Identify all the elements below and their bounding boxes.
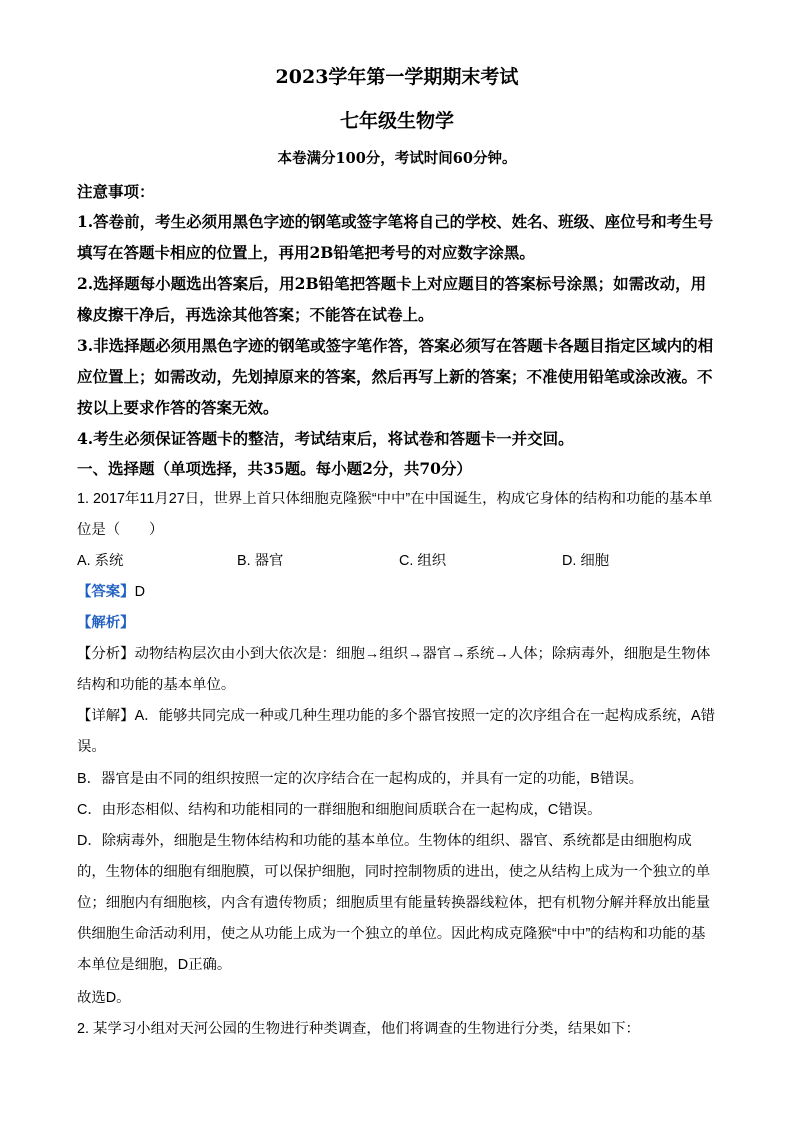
xiangjie-paragraph-d: D．除病毒外，细胞是生物体结构和功能的基本单位。生物体的组织、器官、系统都是由细胞构成的，生物体的细胞有细胞膜，可以保护细胞，同时控制物质的进出，使之从结构上成为一个独立的单位；细胞内有细胞核，内含有遗传物质；细胞质里有能量转换器线粒体，把有机物分解并释放出能量供细胞生命活动利用，使之从功能上成为一个独立的单位。因此构成克隆猴“中中”的结构和功能的基本单位是细胞，D正确。 — [77, 833, 711, 973]
analysis-line — [77, 608, 717, 639]
notice-item-1: 1.答卷前，考生必须用黑色字迹的钢笔或签字笔将自己的学校、姓名、班级、座位号和考生号填写在答题卡相应的位置上，再用2B铅笔把考号的对应数字涂黑。 — [77, 212, 714, 262]
answer-tag: 【答案】 — [77, 584, 135, 600]
section-heading: 一、选择题（单项选择，共35题。每小题2分，共70分） — [77, 459, 472, 478]
notice-item-2: 2.选择题每小题选出答案后，用2B铅笔把答题卡上对应题目的答案标号涂黑；如需改动，用橡皮擦干净后，再选涂其他答案；不能答在试卷上。 — [77, 274, 707, 324]
question-1-options — [77, 546, 717, 577]
xiangjie-tag: 【详解】 — [77, 708, 135, 724]
xiangjie-paragraph-a — [77, 701, 717, 763]
analysis-tag: 【解析】 — [77, 615, 135, 631]
question-1-stem: 1. 2017年11月27日，世界上首只体细胞克隆猴“中中”在中国诞生，构成它身体的结构和功能的基本单位是（ ） — [77, 491, 713, 538]
fenxi-text: 动物结构层次由小到大依次是：细胞→组织→器官→系统→人体；除病毒外，细胞是生物体结构和功能的基本单位。 — [77, 646, 711, 693]
exam-title: 2023学年第一学期期末考试 — [275, 66, 519, 88]
conclusion: 故选D。 — [77, 990, 131, 1006]
xiangjie-paragraph-c: C．由形态相似、结构和功能相同的一群细胞和细胞间质联合在一起构成，C错误。 — [77, 802, 602, 818]
fenxi-tag: 【分析】 — [77, 646, 135, 662]
xiangjie-a-text: A．能够共同完成一种或几种生理功能的多个器官按照一定的次序组合在一起构成系统，A错误。 — [77, 708, 716, 755]
answer-line — [77, 577, 717, 608]
option-d: D. 细胞 — [562, 553, 610, 569]
question-2-stem: 2. 某学习小组对天河公园的生物进行种类调查，他们将调查的生物进行分类，结果如下： — [77, 1021, 640, 1037]
answer-value: D — [134, 584, 145, 600]
xiangjie-paragraph-b: B．器官是由不同的组织按照一定的次序结合在一起构成的，并具有一定的功能，B错误。 — [77, 771, 644, 787]
option-b: B. 器官 — [237, 553, 284, 569]
exam-subtitle: 七年级生物学 — [339, 110, 454, 132]
fenxi-paragraph — [77, 639, 717, 701]
option-c: C. 组织 — [399, 553, 447, 569]
notice-item-3: 3.非选择题必须用黑色字迹的钢笔或签字笔作答，答案必须写在答题卡各题目指定区域内的相应位置上；如需改动，先划掉原来的答案，然后再写上新的答案；不准使用铅笔或涂改液。不按以上要求作答的答案无效。 — [77, 336, 714, 417]
exam-info: 本卷满分100分，考试时间60分钟。 — [277, 150, 517, 167]
notice-item-4: 4.考生必须保证答题卡的整洁，考试结束后，将试卷和答题卡一并交回。 — [77, 429, 574, 448]
option-a: A. 系统 — [77, 553, 124, 569]
notice-heading: 注意事项： — [77, 182, 155, 201]
